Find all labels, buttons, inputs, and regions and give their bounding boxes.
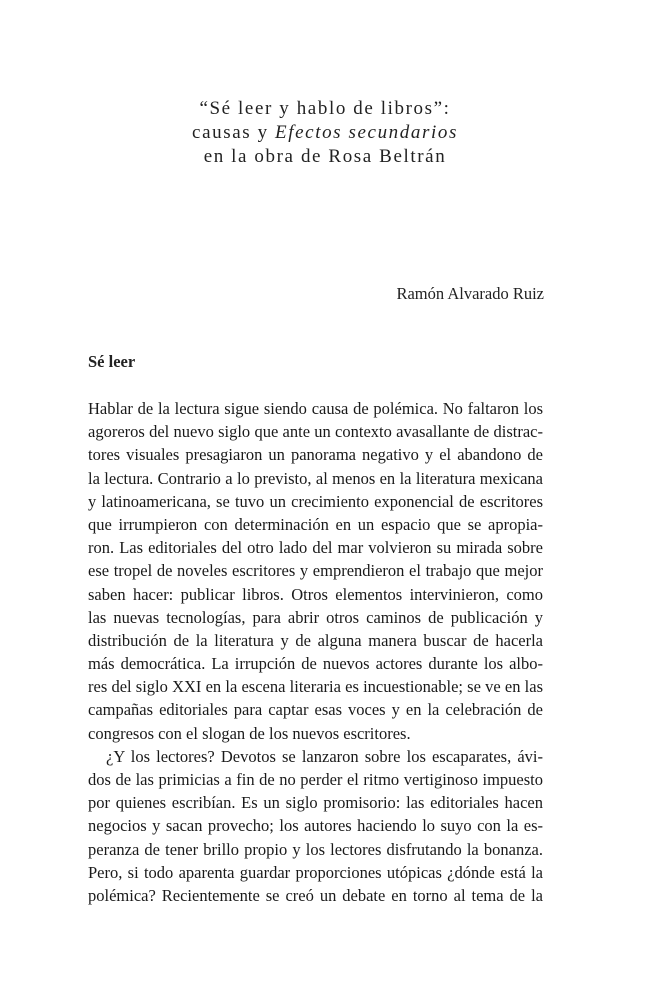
body-line: congresos con el slogan de los nuevos escritores. bbox=[88, 723, 411, 743]
title-line-2 bbox=[130, 121, 520, 145]
body-line: ron. Las editoriales del otro lado del mar volvieron su mirada sobre bbox=[88, 538, 543, 558]
article-title bbox=[130, 97, 520, 169]
body-line: más democrática. La irrupción de nuevos actores durante los albo- bbox=[88, 654, 543, 674]
section-heading: Sé leer bbox=[88, 352, 136, 371]
body-line: por quienes escribían. Es un siglo promisorio: las editoriales hacen bbox=[88, 793, 543, 813]
body-line: peranza de tener brillo propio y los lectores disfrutando la bonanza. bbox=[88, 839, 543, 859]
title-line-3: en la obra de Rosa Beltrán bbox=[203, 146, 447, 167]
body-line: ese tropel de noveles escritores y emprendieron el trabajo que mejor bbox=[88, 561, 543, 581]
body-line: ¿Y los lectores? Devotos se lanzaron sobre los escaparates, ávi- bbox=[106, 746, 543, 766]
body-line: polémica? Recientemente se creó un debate en torno al tema de la bbox=[88, 885, 543, 905]
body-line: negocios y sacan provecho; los autores haciendo lo suyo con la es- bbox=[88, 816, 543, 836]
body-line: campañas editoriales para captar esas voces y en la celebración de bbox=[88, 700, 543, 720]
body-line: tores visuales presagiaron un panorama negativo y el abandono de bbox=[88, 445, 543, 465]
body-line: las nuevas tecnologías, para abrir otros caminos de publicación y bbox=[88, 607, 543, 627]
title-line-1: “Sé leer y hablo de libros”: bbox=[199, 98, 451, 119]
body-line: la lectura. Contrario a lo previsto, al menos en la literatura mexicana bbox=[88, 468, 543, 488]
body-line: Hablar de la lectura sigue siendo causa de polémica. No faltaron los bbox=[88, 399, 543, 418]
body-line: agoreros del nuevo siglo que ante un contexto avasallante de distrac- bbox=[88, 422, 543, 442]
body-text bbox=[88, 397, 543, 907]
body-line: distribución de la literatura y de alguna manera buscar de hacerla bbox=[88, 630, 543, 650]
body-line: Pero, si todo aparenta guardar proporciones utópicas ¿dónde está la bbox=[88, 862, 543, 882]
body-line: saben hacer: publicar libros. Otros elementos intervinieron, como bbox=[88, 584, 543, 604]
body-line: y latinoamericana, se tuvo un crecimiento exponencial de escritores bbox=[88, 491, 543, 511]
body-line: dos de las primicias a fin de no perder el ritmo vertiginoso impuesto bbox=[88, 770, 543, 789]
body-line: res del siglo XXI en la escena literaria es incuestionable; se ve en las bbox=[88, 677, 543, 697]
title-italic-work: Efectos secundarios bbox=[275, 122, 458, 143]
title-line-2-prefix: causas y bbox=[192, 122, 276, 143]
body-line: que irrumpieron con determinación en un espacio que se apropia- bbox=[88, 514, 543, 534]
author-name: Ramón Alvarado Ruiz bbox=[396, 284, 544, 303]
